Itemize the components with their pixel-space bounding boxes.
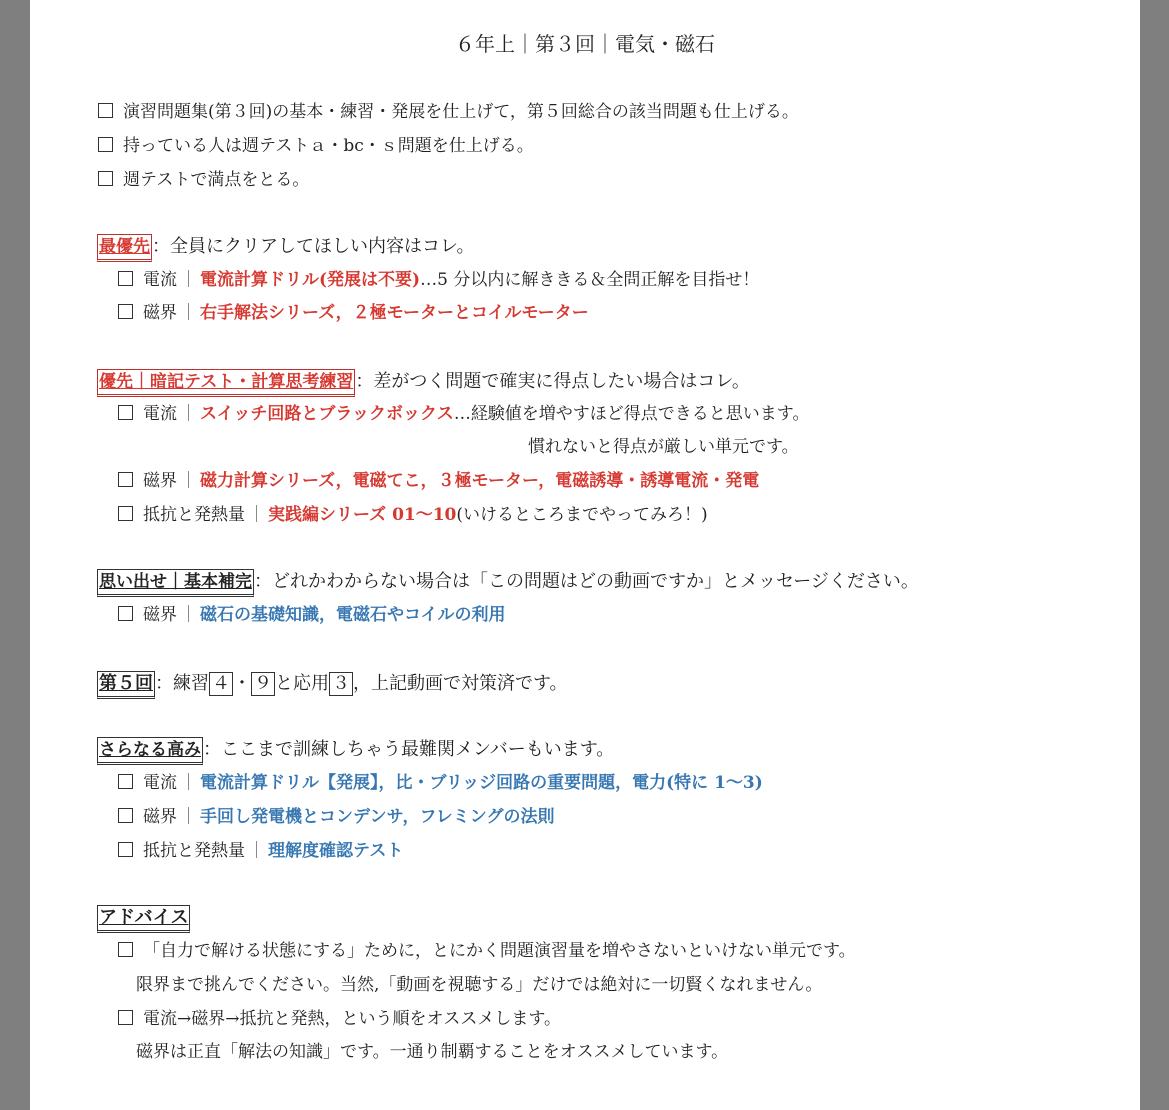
- subject: 電流: [143, 270, 177, 290]
- section-label: 最優先: [97, 234, 152, 262]
- separator: ｜: [248, 505, 265, 525]
- checkbox[interactable]: [118, 942, 133, 957]
- checkbox[interactable]: [118, 405, 133, 420]
- checkbox[interactable]: [118, 506, 133, 521]
- separator: ｜: [180, 807, 197, 827]
- checkbox[interactable]: [98, 103, 113, 118]
- text: ：練習: [155, 673, 209, 694]
- subject: 電流: [143, 773, 177, 793]
- section-desc: ：どれかわからない場合は「この問題はどの動画ですか」とメッセージください。: [254, 571, 919, 592]
- checkbox[interactable]: [118, 774, 133, 789]
- task-item: [98, 168, 309, 192]
- task-item: [98, 134, 534, 158]
- section-label: 優先｜暗記テスト・計算思考練習: [97, 369, 355, 397]
- document-page: [30, 0, 1140, 1110]
- highlight: 実践編シリーズ 01～10: [268, 505, 457, 525]
- highlight: スイッチ回路とブラックボックス: [200, 404, 454, 424]
- note: …経験値を増やすほど得点できると思います。: [453, 404, 810, 424]
- separator: ｜: [180, 404, 197, 424]
- highlight: 電流計算ドリル【発展】，比・ブリッジ回路の重要問題，電力(特に 1～3): [200, 773, 763, 793]
- advice-continuation: 磁界は正直「解法の知識」です。一通り制覇することをオススメしています。: [136, 1042, 729, 1062]
- highlight: 理解度確認テスト: [268, 841, 404, 861]
- problem-number: ３: [329, 672, 353, 696]
- section-label: 思い出せ｜基本補完: [97, 569, 254, 597]
- subject: 電流: [143, 404, 177, 424]
- list-item: [118, 268, 759, 292]
- problem-number: ９: [251, 672, 275, 696]
- task-item: [98, 100, 799, 124]
- note-continuation: 慣れないと得点が厳しい単元です。: [528, 437, 799, 457]
- text: ，上記動画で対策済です。: [353, 673, 568, 694]
- section-advice: [97, 905, 190, 933]
- section-priority: [97, 369, 750, 397]
- list-item: [118, 402, 809, 426]
- section-label: 第５回: [97, 671, 155, 699]
- separator: ｜: [180, 605, 197, 625]
- checkbox[interactable]: [98, 171, 113, 186]
- section-label: さらなる高み: [97, 737, 203, 765]
- checkbox[interactable]: [118, 304, 133, 319]
- checkbox[interactable]: [118, 1010, 133, 1025]
- separator: ｜: [180, 471, 197, 491]
- section-top-priority: [97, 234, 475, 262]
- list-item: [118, 805, 554, 829]
- subject: 磁界: [143, 471, 177, 491]
- checkbox[interactable]: [118, 606, 133, 621]
- section-desc: ：全員にクリアしてほしい内容はコレ。: [152, 236, 475, 257]
- list-item: [118, 469, 759, 493]
- separator: ｜: [180, 270, 197, 290]
- highlight: 磁力計算シリーズ，電磁てこ，３極モーター，電磁誘導・誘導電流・発電: [200, 471, 760, 491]
- page-title: ６年上｜第３回｜電気・磁石: [455, 32, 715, 56]
- section-higher: [97, 737, 614, 765]
- advice-item: [118, 1007, 561, 1031]
- section-label: アドバイス: [97, 905, 190, 933]
- problem-number: ４: [209, 672, 233, 696]
- checkbox[interactable]: [118, 808, 133, 823]
- checkbox[interactable]: [98, 137, 113, 152]
- list-item: [118, 301, 589, 325]
- highlight: 磁石の基礎知識，電磁石やコイルの利用: [200, 605, 506, 625]
- list-item: [118, 839, 403, 863]
- separator: ｜: [180, 773, 197, 793]
- checkbox[interactable]: [118, 472, 133, 487]
- task-text: 週テストで満点をとる。: [123, 170, 310, 190]
- note: (いけるところまでやってみろ！): [456, 505, 708, 525]
- advice-text: 「自力で解ける状態にする」ために，とにかく問題演習量を増やさないといけない単元です。: [143, 941, 856, 961]
- text: ・: [233, 673, 251, 694]
- advice-text: 電流→磁界→抵抗と発熱，という順をオススメします。: [143, 1009, 561, 1029]
- text: と応用: [275, 673, 329, 694]
- section-desc: ：差がつく問題で確実に得点したい場合はコレ。: [355, 371, 750, 392]
- checkbox[interactable]: [118, 271, 133, 286]
- section-round5: [97, 671, 568, 699]
- list-item: [118, 771, 763, 795]
- subject: 抵抗と発熱量: [143, 841, 245, 861]
- list-item: [118, 503, 708, 527]
- task-text: 持っている人は週テストａ・bc・ｓ問題を仕上げる。: [123, 136, 534, 156]
- section-recall: [97, 569, 919, 597]
- subject: 磁界: [143, 605, 177, 625]
- subject: 磁界: [143, 807, 177, 827]
- advice-item: [118, 939, 856, 963]
- section-desc: ：ここまで訓練しちゃう最難関メンバーもいます。: [203, 739, 615, 760]
- task-text: 演習問題集(第３回)の基本・練習・発展を仕上げて，第５回総合の該当問題も仕上げる。: [123, 102, 799, 122]
- list-item: [118, 603, 506, 627]
- highlight: 手回し発電機とコンデンサ，フレミングの法則: [200, 807, 555, 827]
- highlight: 右手解法シリーズ，２極モーターとコイルモーター: [200, 303, 589, 323]
- highlight: 電流計算ドリル(発展は不要): [200, 270, 421, 290]
- subject: 磁界: [143, 303, 177, 323]
- advice-continuation: 限界まで挑んでください。当然,「動画を視聴する」だけでは絶対に一切賢くなれません。: [136, 975, 823, 995]
- subject: 抵抗と発熱量: [143, 505, 245, 525]
- separator: ｜: [248, 841, 265, 861]
- checkbox[interactable]: [118, 842, 133, 857]
- separator: ｜: [180, 303, 197, 323]
- note: …5 分以内に解ききる＆全問正解を目指せ！: [420, 270, 760, 290]
